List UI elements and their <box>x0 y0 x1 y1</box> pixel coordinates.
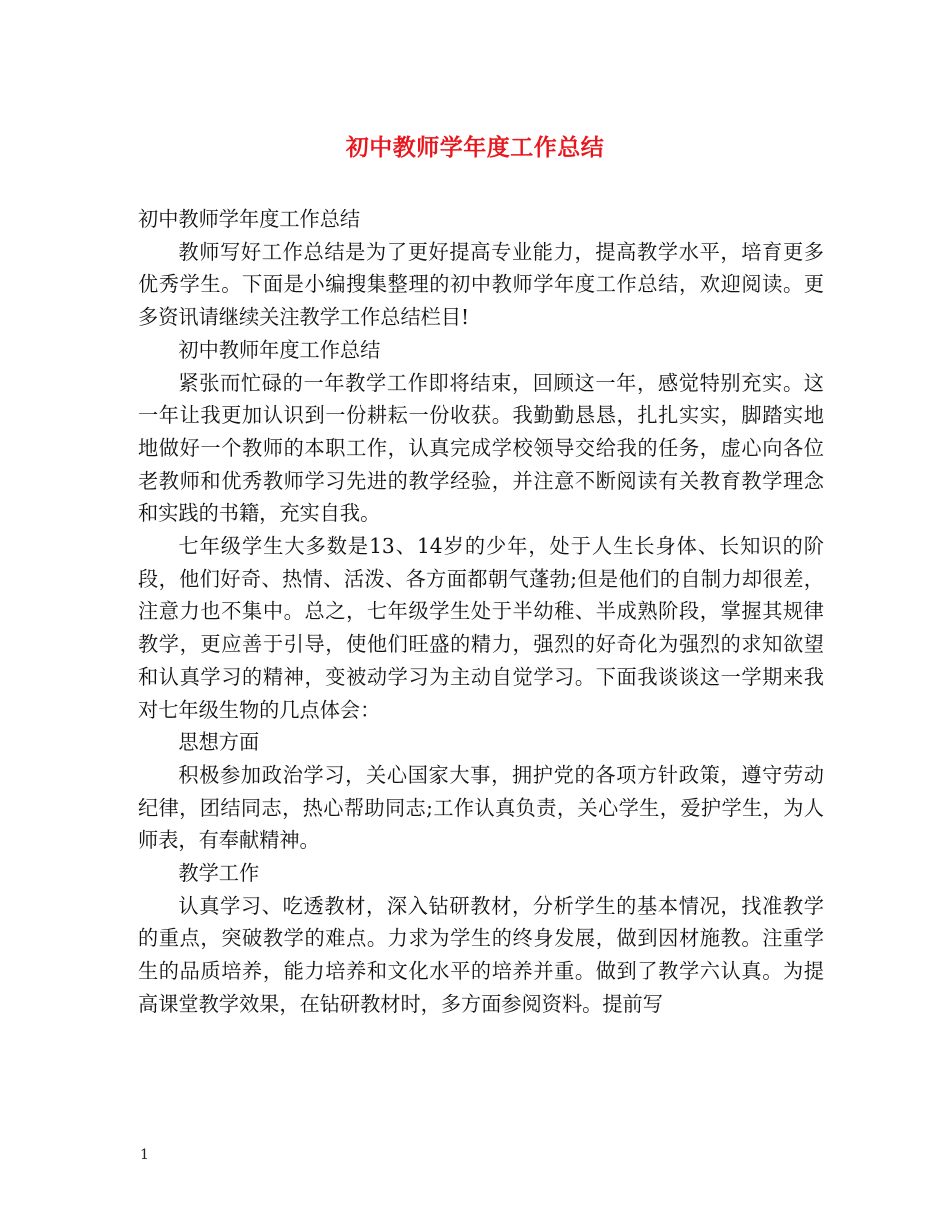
paragraph-ideology: 积极参加政治学习，关心国家大事，拥护党的各项方针政策，遵守劳动纪律，团结同志，热心帮助同志;工作认真负责，关心学生，爱护学生，为人师表，有奉献精神。 <box>138 762 824 853</box>
section-heading-teaching: 教学工作 <box>178 861 260 886</box>
paragraph-subtitle: 初中教师学年度工作总结 <box>138 207 361 231</box>
paragraph-students: 七年级学生大多数是13、14岁的少年，处于人生长身体、长知识的阶段，他们好奇、热情、活泼、各方面都朝气蓬勃;但是他们的自制力却很差，注意力也不集中。总之，七年级学生处于半幼稚、半成熟阶段，掌握其规律教学，更应善于引导，使他们旺盛的精力，强烈的好奇化为强烈的求知欲望和认真学习的精神，变被动学习为主动自觉学习。下面我谈谈这一学期来我对七年级生物的几点体会： <box>138 534 824 722</box>
page-number: 1 <box>140 1147 149 1163</box>
paragraph-teaching: 认真学习、吃透教材，深入钻研教材，分析学生的基本情况，找准教学的重点，突破教学的难点。力求为学生的终身发展，做到因材施教。注重学生的品质培养，能力培养和文化水平的培养并重。做到了教学六认真。为提高课堂教学效果，在钻研教材时，多方面参阅资料。提前写 <box>138 893 824 1016</box>
document-body <box>138 203 824 1021</box>
paragraph-heading-annual: 初中教师年度工作总结 <box>178 337 381 362</box>
document-title: 初中教师学年度工作总结 <box>345 134 605 161</box>
paragraph-intro: 教师写好工作总结是为了更好提高专业能力，提高教学水平，培育更多优秀学生。下面是小编搜集整理的初中教师学年度工作总结，欢迎阅读。更多资讯请继续关注教学工作总结栏目! <box>138 239 824 330</box>
section-heading-ideology: 思想方面 <box>178 730 260 755</box>
paragraph-review: 紧张而忙碌的一年教学工作即将结束，回顾这一年，感觉特别充实。这一年让我更加认识到一份耕耘一份收获。我勤勤恳恳，扎扎实实，脚踏实地地做好一个教师的本职工作，认真完成学校领导交给我的任务，虚心向各位老教师和优秀教师学习先进的教学经验，并注意不断阅读有关教育教学理念和实践的书籍，充实自我。 <box>138 370 824 526</box>
